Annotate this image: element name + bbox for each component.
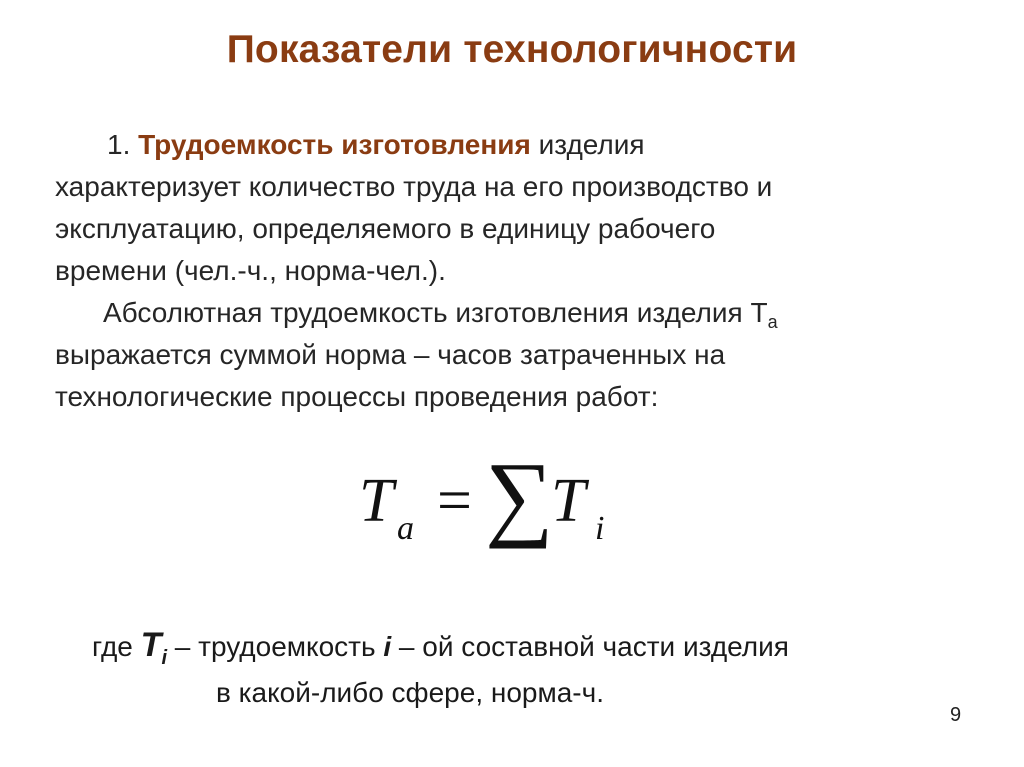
definition-text: – трудоемкость: [167, 631, 384, 662]
paragraph-line: [55, 124, 955, 166]
paragraph-text: Абсолютная трудоемкость изготовления изделия Т: [103, 297, 768, 328]
slide-title: Показатели технологичности: [226, 28, 798, 71]
paragraph-line: выражается суммой норма – часов затраченных на: [55, 339, 726, 370]
variable-letter: T: [140, 626, 162, 664]
variable-symbol: [140, 626, 167, 669]
item-number: 1.: [107, 129, 131, 160]
paragraph-line: [55, 292, 955, 334]
formula-equals: =: [437, 467, 472, 535]
variable-subscript: i: [161, 647, 167, 669]
formula-rhs: T: [551, 467, 586, 535]
absolute-labor-intensity-paragraph: [55, 292, 955, 418]
variable-definition: [92, 622, 972, 716]
formula-lhs: T: [359, 467, 394, 535]
paragraph-text: изделия: [530, 129, 645, 160]
paragraph-line: времени (чел.-ч., норма-чел.).: [55, 255, 446, 286]
paragraph-line: эксплуатацию, определяемого в единицу рабочего: [55, 213, 716, 244]
paragraph-line: технологические процессы проведения работ:: [55, 381, 659, 412]
labor-intensity-definition: [55, 124, 955, 292]
term-highlight: Трудоемкость изготовления: [138, 129, 531, 160]
formula-lhs-subscript: a: [397, 510, 414, 547]
subscript: а: [767, 312, 778, 332]
where-prefix: где: [92, 631, 141, 662]
sum-symbol: ∑: [485, 442, 554, 549]
formula-rhs-subscript: i: [595, 510, 605, 547]
sum-formula: [355, 440, 675, 570]
definition-line-2: в какой-либо сфере, норма-ч.: [216, 677, 604, 708]
page-number: 9: [950, 704, 962, 726]
definition-text: – ой составной части изделия: [391, 631, 789, 662]
index-symbol: i: [383, 631, 392, 662]
paragraph-line: характеризует количество труда на его производство и: [55, 171, 773, 202]
